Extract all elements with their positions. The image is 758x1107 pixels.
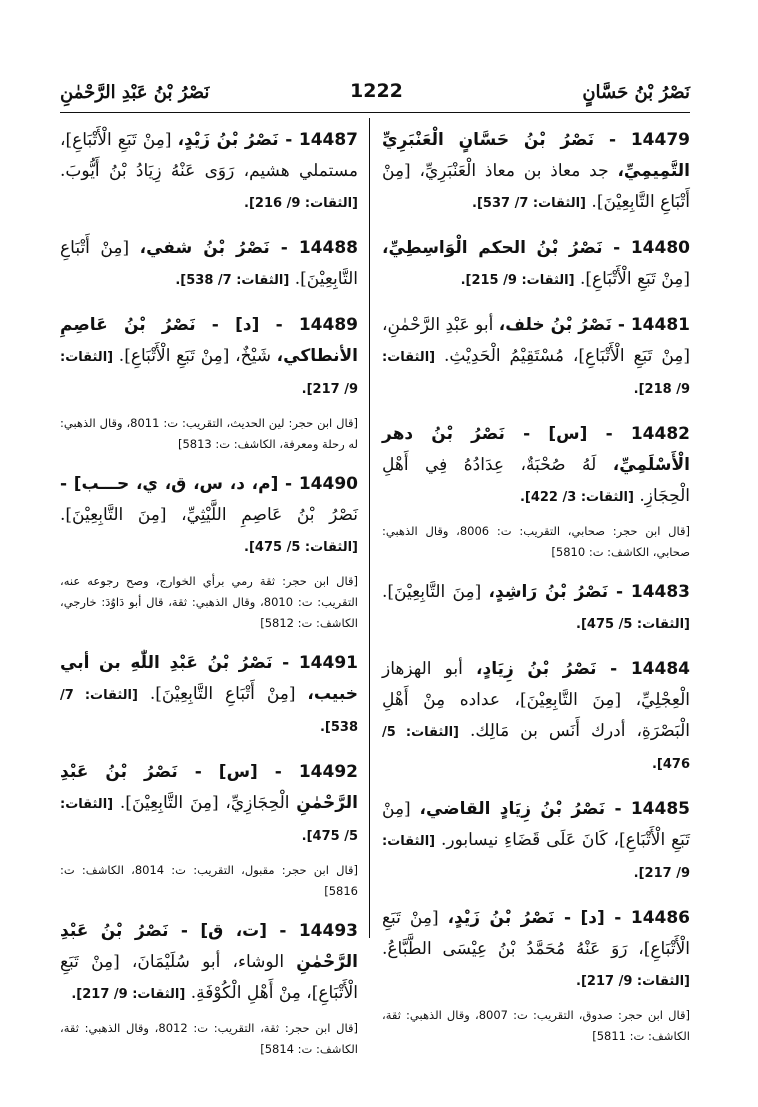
entry-heading: 14484 - نَصْرُ بْنُ زِيَادٍ، [476,659,690,679]
source-reference: [الثقات: 9/ 218]. [382,350,690,397]
source-reference: [الثقات: 9/ 217]. [382,834,690,881]
source-reference: [الثقات: 7/ 537]. [472,196,587,211]
entry-heading: 14493 - [ت، ق] - نَصْرُ بْنُ عَبْدِ الرَّحْمٰنِ [60,921,359,972]
biography-entry [60,125,358,219]
entry-heading: 14486 - [د] - نَصْرُ بْنُ زَيْدٍ، [447,908,691,928]
biography-entry [382,419,690,513]
right-column [382,125,690,1061]
entry-text: [مِنْ تَبَعِ الْأَتْبَاعِ]، رَوَ عَنْهُ مُحَمَّدُ بْنُ عِيْسَى الطَّبَّاعُ. [382,908,690,959]
source-reference: [الثقات: 3/ 422]. [519,490,634,505]
biography-entry [382,125,690,219]
page-header [60,78,690,108]
biography-entry [60,310,358,405]
page-number: 1222 [350,80,403,102]
footnote: [قال ابن حجر: ثقة رمي برأي الخوارج، وصح رجوعه عنه، التقريب: ت: 8010، وقال الذهبي: ثقة، قال أبو دَاوُدَ: خارجي، الكاشف: ت: 5812] [60,574,359,630]
biography-entry [60,233,358,296]
column-divider [369,118,370,938]
biography-entry [382,310,690,405]
entry-heading: 14479 - نَصْرُ بْنُ حَسَّانٍ الْعَنْبَرِيِّ التَّمِيمِيِّ، [382,130,690,181]
entry-heading: 14488 - نَصْرُ بْنُ شفي، [139,238,358,258]
entry-text: أبو عَبْدِ الرَّحْمٰنِ، [مِنْ تَبَعِ الْأَتْبَاعِ]، مُسْتَقِيْمُ الْحَدِيْثِ. [382,315,690,366]
source-reference: [الثقات: 5/ 475]. [576,617,690,632]
footnote: [قال ابن حجر: صحابي، التقريب: ت: 8006، وقال الذهبي: صحابي، الكاشف: ت: 5810] [382,524,690,559]
entry-text: جد معاذ بن معاذ الْعَنْبَرِيِّ، [مِنْ أَتْبَاعِ التَّابِعِيْنَ]. [382,161,690,212]
entry-text: لَهُ صُحْبَةٌ، عِدَادُهُ فِي أَهْلِ الْحِجَازِ. [382,455,690,506]
biography-entry [60,648,358,743]
header-rule [60,112,690,113]
entry-text: [مِنَ التَّابِعِيْنَ]. [382,582,482,602]
entry-heading: 14481 - نَصْرُ بْنُ خلف، [498,315,690,335]
footnote: [قال ابن حجر: ثقة، التقريب: ت: 8012، وقال الذهبي: ثقة، الكاشف: ت: 5814] [60,1021,358,1056]
biography-entry [382,654,690,780]
entry-heading: 14492 - [س] - نَصْرُ بْنُ عَبْدِ الرَّحْمٰنِ [60,762,359,813]
source-reference: [الثقات: 9/ 217]. [71,987,186,1002]
entry-text: [مِنْ تَبَعِ الْأَتْبَاعِ]، كَانَ عَلَى قَضَاءِ نيسابور. [382,799,690,850]
footnote: [قال ابن حجر: مقبول، التقريب: ت: 8014، الكاشف: ت: 5816] [60,863,358,898]
footnote: [قال ابن حجر: لين الحديث، التقريب: ت: 8011، وقال الذهبي: له رحلة ومعرفة، الكاشف: ت: 5813] [60,416,358,451]
source-reference: [الثقات: 5/ 475]. [244,540,358,555]
entry-text: [مِنْ تَبَعِ الْأَتْبَاعِ]، مستملي هشيم، رَوَى عَنْهُ زِيَادُ بْنُ أَيُّوبَ. [60,130,358,181]
biography-entry [60,916,358,1010]
footnote: [قال ابن حجر: صدوق، التقريب: ت: 8007، وقال الذهبي: ثقة، الكاشف: ت: 5811] [382,1008,690,1043]
entry-heading: 14482 - [س] - نَصْرُ بْنُ دهر الْأَسْلَمِيِّ، [382,424,690,475]
source-reference: [الثقات: 5/ 475]. [60,797,358,844]
source-reference: [الثقات: 9/ 217]. [576,974,690,989]
entry-text: شَيْخٌ، [مِنْ تَبَعِ الْأَتْبَاعِ]. [118,346,271,366]
entry-heading: 14480 - نَصْرُ بْنُ الحكم الْوَاسِطِيِّ، [382,238,690,258]
source-reference: [الثقات: 9/ 216]. [244,196,358,211]
biography-entry [60,757,358,852]
entry-heading: 14485 - نَصْرُ بْنُ زِيَادٍ القاضي، [419,799,690,819]
entry-heading: 14487 - نَصْرُ بْنُ زَيْدٍ، [177,130,359,150]
entry-text: [مِنْ أَتْبَاعِ التَّابِعِيْنَ]. [60,238,358,289]
entry-text: أبو الهزهاز الْعِجْلِيِّ، [مِنَ التَّابِعِيْنَ]، عداده مِنْ أَهْلِ الْبَصْرَةِ، أدرك أَنَس بن مَالِك. [382,659,690,741]
entry-text: الوشاء، أبو سُلَيْمَانَ، [مِنْ تَبَعِ الْأَتْبَاعِ]، مِنْ أَهْلِ الْكُوْفَةِ. [60,952,358,1003]
biography-entry [382,794,690,889]
entry-heading: 14491 - نَصْرُ بْنُ عَبْدِ اللّٰهِ بن أبي خبيب، [60,653,359,704]
entry-text: [مِنْ تَبَعِ الْأَتْبَاعِ]. [579,269,690,289]
biography-entry [382,577,690,640]
source-reference: [الثقات: 9/ 217]. [60,350,358,397]
source-reference: [الثقات: 7/ 538]. [60,688,358,735]
entry-text: [مِنْ أَتْبَاعِ التَّابِعِيْنَ]. [149,684,296,704]
running-title-right: نَصْرُ بْنُ حَسَّانٍ [582,82,690,103]
entry-text: الْحِجَازِيِّ، [مِنَ التَّابِعِيْنَ]. [119,793,290,813]
source-reference: [الثقات: 9/ 215]. [460,273,575,288]
entry-heading: 14490 - [م، د، س، ق، ي، حـــب] - [60,474,358,494]
left-column [60,125,358,1074]
source-reference: [الثقات: 5/ 476]. [382,725,690,772]
biography-entry [382,903,690,997]
entry-heading: 14489 - [د] - نَصْرُ بْنُ عَاصِمِ الأنطاكي، [60,315,359,366]
biography-entry [60,469,358,563]
entry-text: نَصْرُ بْنُ عَاصِمِ اللَّيْثِيِّ، [مِنَ التَّابِعِيْنَ]. [60,505,358,525]
source-reference: [الثقات: 7/ 538]. [175,273,290,288]
entry-heading: 14483 - نَصْرُ بْنُ رَاشِدٍ، [488,582,691,602]
biography-entry [382,233,690,296]
running-title-left: نَصْرُ بْنُ عَبْدِ الرَّحْمٰنِ [60,82,210,103]
